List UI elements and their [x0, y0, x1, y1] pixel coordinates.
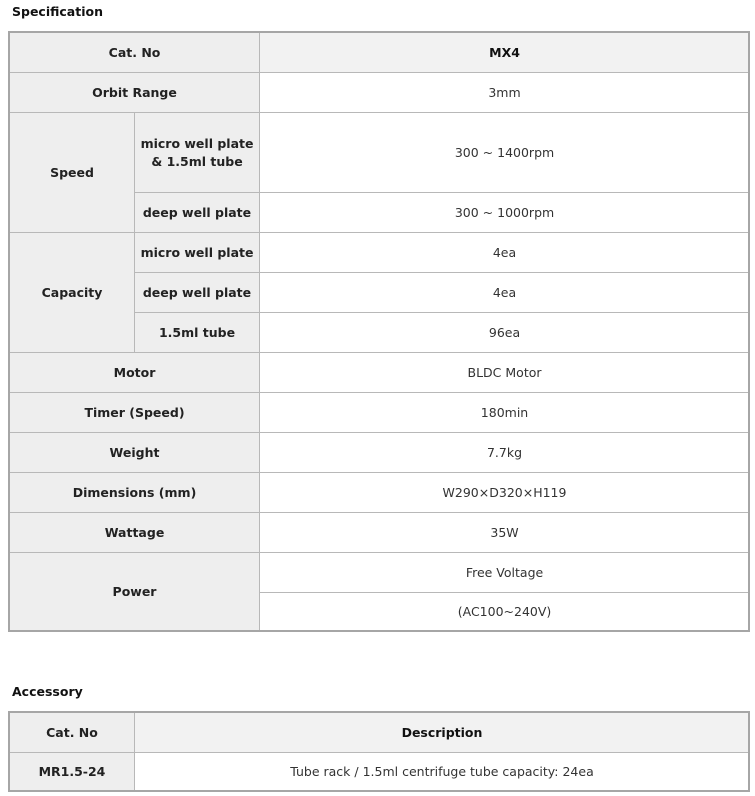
spec-row-capacity-1	[10, 233, 750, 273]
timer-label: Timer (Speed)	[10, 393, 260, 433]
speed-value: 300 ~ 1000rpm	[260, 193, 750, 233]
power-label: Power	[10, 553, 260, 632]
speed-sub-label: deep well plate	[135, 193, 260, 233]
weight-label: Weight	[10, 433, 260, 473]
capacity-value: 96ea	[260, 313, 750, 353]
spec-row-power-1	[10, 553, 750, 593]
orbit-range-value: 3mm	[260, 73, 750, 113]
spec-row-timer	[10, 393, 750, 433]
accessory-col-cat-no: Cat. No	[10, 713, 135, 753]
capacity-label: Capacity	[10, 233, 135, 353]
spec-row-weight	[10, 433, 750, 473]
timer-value: 180min	[260, 393, 750, 433]
speed-sub-line2: & 1.5ml tube	[151, 153, 243, 169]
capacity-sub-label: deep well plate	[135, 273, 260, 313]
speed-sub-line1: micro well plate	[140, 135, 254, 151]
capacity-sub-label: 1.5ml tube	[135, 313, 260, 353]
wattage-label: Wattage	[10, 513, 260, 553]
spec-row-orbit	[10, 73, 750, 113]
power-value: (AC100~240V)	[260, 593, 750, 632]
specification-heading: Specification	[12, 4, 103, 19]
spec-row-wattage	[10, 513, 750, 553]
motor-label: Motor	[10, 353, 260, 393]
table-row	[10, 753, 750, 792]
dimensions-label: Dimensions (mm)	[10, 473, 260, 513]
cat-no-label: Cat. No	[10, 33, 260, 73]
weight-value: 7.7kg	[260, 433, 750, 473]
speed-label: Speed	[10, 113, 135, 233]
accessory-header-row	[10, 713, 750, 753]
speed-sub-label	[135, 113, 260, 193]
accessory-heading: Accessory	[12, 684, 83, 699]
cat-no-value: MX4	[260, 33, 750, 73]
wattage-value: 35W	[260, 513, 750, 553]
specification-table	[9, 32, 750, 632]
spec-row-dimensions	[10, 473, 750, 513]
motor-value: BLDC Motor	[260, 353, 750, 393]
spec-row-cat-no	[10, 33, 750, 73]
capacity-sub-label: micro well plate	[135, 233, 260, 273]
accessory-cat-no: MR1.5-24	[10, 753, 135, 792]
accessory-description: Tube rack / 1.5ml centrifuge tube capacity: 24ea	[135, 753, 750, 792]
dimensions-value: W290×D320×H119	[260, 473, 750, 513]
speed-value: 300 ~ 1400rpm	[260, 113, 750, 193]
orbit-range-label: Orbit Range	[10, 73, 260, 113]
accessory-table	[9, 712, 750, 792]
spec-row-motor	[10, 353, 750, 393]
spec-row-speed-1	[10, 113, 750, 193]
capacity-value: 4ea	[260, 273, 750, 313]
power-value: Free Voltage	[260, 553, 750, 593]
capacity-value: 4ea	[260, 233, 750, 273]
accessory-col-description: Description	[135, 713, 750, 753]
